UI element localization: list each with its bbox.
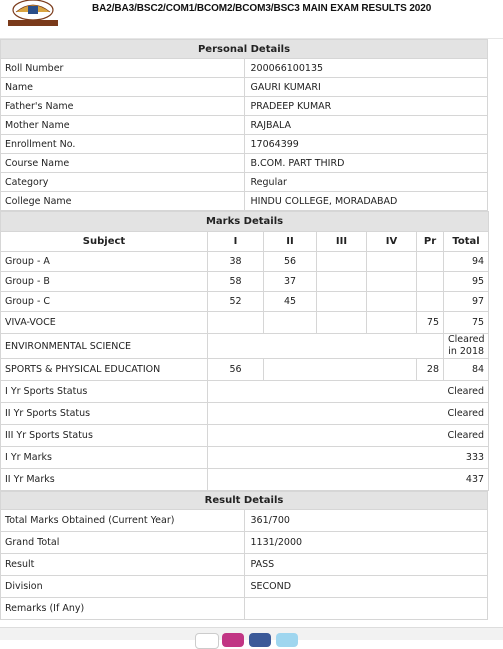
subject-cell: Group - A	[1, 252, 208, 272]
marks-cell	[367, 272, 417, 292]
column-header: Total	[444, 232, 489, 252]
marks-cell	[317, 252, 367, 272]
subject-cell: Group - C	[1, 292, 208, 312]
field-label: Name	[1, 78, 245, 97]
field-value: 361/700	[244, 510, 488, 532]
page-title: BA2/BA3/BSC2/COM1/BCOM2/BCOM3/BSC3 MAIN EXAM RESULTS 2020	[92, 3, 432, 14]
instagram-icon[interactable]	[222, 633, 244, 647]
blank-share-icon[interactable]	[195, 633, 219, 649]
table-row	[1, 381, 489, 403]
field-label: Father's Name	[1, 97, 245, 116]
field-label: Course Name	[1, 154, 245, 173]
table-row	[1, 135, 488, 154]
marks-cell	[317, 292, 367, 312]
twitter-icon[interactable]	[276, 633, 298, 647]
status-label: I Yr Sports Status	[1, 381, 208, 403]
marks-cell: 45	[264, 292, 317, 312]
field-value: SECOND	[244, 576, 488, 598]
cleared-text: Cleared	[448, 334, 485, 345]
field-value: RAJBALA	[244, 116, 488, 135]
subject-cell: ENVIRONMENTAL SCIENCE	[1, 334, 208, 359]
column-header: Pr	[417, 232, 444, 252]
field-label: Total Marks Obtained (Current Year)	[1, 510, 245, 532]
marks-cell	[264, 312, 317, 334]
marks-cell: 75	[417, 312, 444, 334]
marks-cell	[367, 292, 417, 312]
table-row	[1, 78, 488, 97]
table-row	[1, 359, 489, 381]
table-row	[1, 598, 488, 620]
status-label: III Yr Sports Status	[1, 425, 208, 447]
marks-cell	[417, 252, 444, 272]
table-row	[1, 510, 488, 532]
subject-cell: SPORTS & PHYSICAL EDUCATION	[1, 359, 208, 381]
status-value: Cleared	[208, 425, 489, 447]
marks-cell	[367, 312, 417, 334]
field-label: Roll Number	[1, 59, 245, 78]
status-value: Cleared	[208, 403, 489, 425]
page-footer	[0, 627, 503, 640]
table-row	[1, 59, 488, 78]
marks-cell	[317, 312, 367, 334]
total-cell: 97	[444, 292, 489, 312]
table-row	[1, 192, 488, 211]
result-details-table	[0, 491, 488, 620]
table-row	[1, 252, 489, 272]
status-value: 437	[208, 469, 489, 491]
field-value: B.COM. PART THIRD	[244, 154, 488, 173]
field-value: 200066100135	[244, 59, 488, 78]
university-logo-icon	[4, 0, 62, 30]
column-header: II	[264, 232, 317, 252]
facebook-icon[interactable]	[249, 633, 271, 647]
field-value: PASS	[244, 554, 488, 576]
table-row	[1, 447, 489, 469]
section-title: Marks Details	[1, 212, 489, 232]
table-row	[1, 292, 489, 312]
marks-cell	[417, 292, 444, 312]
table-row	[1, 97, 488, 116]
table-row	[1, 272, 489, 292]
section-title: Personal Details	[1, 40, 488, 59]
status-label: II Yr Sports Status	[1, 403, 208, 425]
status-value: 333	[208, 447, 489, 469]
marks-cell	[317, 272, 367, 292]
table-row	[1, 425, 489, 447]
field-value: 17064399	[244, 135, 488, 154]
table-row	[1, 173, 488, 192]
column-header: III	[317, 232, 367, 252]
field-label: Grand Total	[1, 532, 245, 554]
field-value	[244, 598, 488, 620]
subject-cell: VIVA-VOCE	[1, 312, 208, 334]
table-row	[1, 154, 488, 173]
total-cell: 94	[444, 252, 489, 272]
status-label: I Yr Marks	[1, 447, 208, 469]
status-value: Cleared	[208, 381, 489, 403]
table-row	[1, 403, 489, 425]
field-label: Enrollment No.	[1, 135, 245, 154]
cleared-year-text: in 2018	[448, 346, 485, 357]
marks-cell	[417, 272, 444, 292]
status-label: II Yr Marks	[1, 469, 208, 491]
table-header-row	[1, 232, 489, 252]
field-value: PRADEEP KUMAR	[244, 97, 488, 116]
marks-details-table	[0, 211, 489, 491]
field-label: Remarks (If Any)	[1, 598, 245, 620]
marks-cell	[367, 252, 417, 272]
page-header	[0, 0, 503, 39]
table-row	[1, 532, 488, 554]
marks-cell: 52	[208, 292, 264, 312]
marks-cell: 38	[208, 252, 264, 272]
empty-cell	[264, 359, 417, 381]
field-label: Result	[1, 554, 245, 576]
marks-cell: 37	[264, 272, 317, 292]
table-row	[1, 116, 488, 135]
subject-cell: Group - B	[1, 272, 208, 292]
field-label: Division	[1, 576, 245, 598]
total-cell: 95	[444, 272, 489, 292]
marks-cell: 56	[264, 252, 317, 272]
total-cell	[444, 334, 489, 359]
column-header: Subject	[1, 232, 208, 252]
marks-cell: 28	[417, 359, 444, 381]
field-label: Category	[1, 173, 245, 192]
marks-cell: 56	[208, 359, 264, 381]
marks-cell: 58	[208, 272, 264, 292]
field-label: College Name	[1, 192, 245, 211]
total-cell: 75	[444, 312, 489, 334]
total-cell: 84	[444, 359, 489, 381]
field-value: 1131/2000	[244, 532, 488, 554]
field-value: Regular	[244, 173, 488, 192]
table-row	[1, 312, 489, 334]
field-value: GAURI KUMARI	[244, 78, 488, 97]
table-row	[1, 554, 488, 576]
empty-cell	[208, 334, 444, 359]
section-title: Result Details	[1, 492, 488, 510]
table-row	[1, 576, 488, 598]
field-value: HINDU COLLEGE, MORADABAD	[244, 192, 488, 211]
table-row	[1, 469, 489, 491]
column-header: I	[208, 232, 264, 252]
field-label: Mother Name	[1, 116, 245, 135]
personal-details-table	[0, 39, 488, 211]
column-header: IV	[367, 232, 417, 252]
table-row	[1, 334, 489, 359]
marks-cell	[208, 312, 264, 334]
